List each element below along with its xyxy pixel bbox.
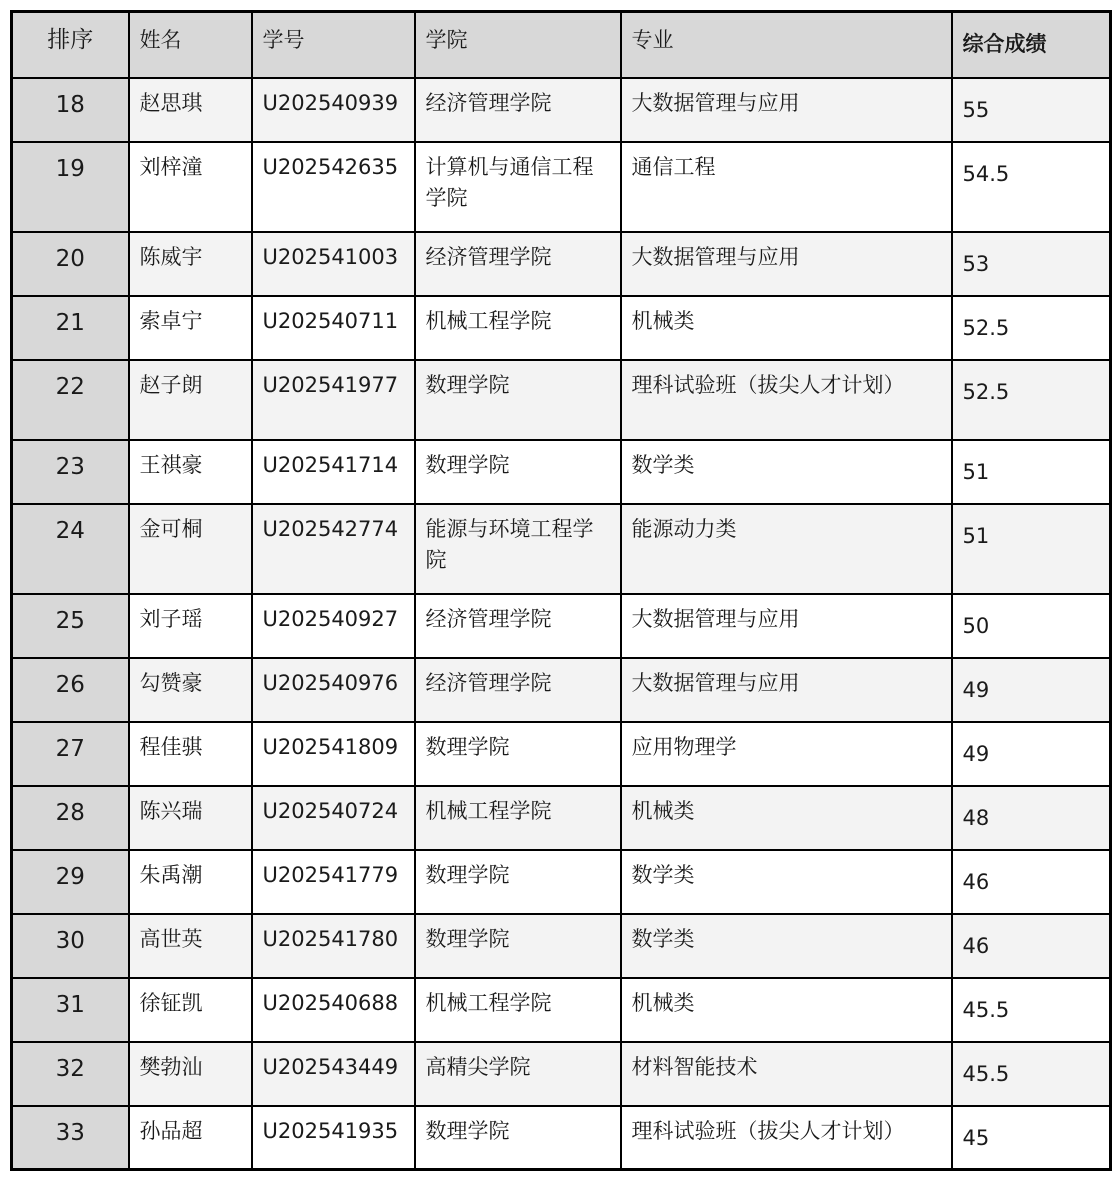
cell-college: 机械工程学院 [415,978,621,1042]
cell-name: 朱禹潮 [129,850,252,914]
cell-name: 赵思琪 [129,78,252,142]
cell-name: 徐钲凯 [129,978,252,1042]
cell-name: 勾赞豪 [129,658,252,722]
cell-rank: 30 [12,914,129,978]
cell-rank: 31 [12,978,129,1042]
cell-rank: 25 [12,594,129,658]
cell-college: 数理学院 [415,1106,621,1170]
cell-college: 经济管理学院 [415,78,621,142]
cell-rank: 19 [12,142,129,232]
cell-rank: 27 [12,722,129,786]
cell-college: 能源与环境工程学院 [415,504,621,594]
cell-major: 通信工程 [621,142,952,232]
cell-rank: 24 [12,504,129,594]
table-row [12,658,1111,722]
cell-college: 高精尖学院 [415,1042,621,1106]
cell-major: 应用物理学 [621,722,952,786]
cell-student-id: U202540939 [252,78,415,142]
cell-student-id: U202543449 [252,1042,415,1106]
cell-major: 数学类 [621,850,952,914]
header-rank: 排序 [12,12,129,78]
cell-rank: 22 [12,360,129,440]
header-college: 学院 [415,12,621,78]
table-row [12,1106,1111,1170]
table-body [12,78,1111,1170]
table-row [12,722,1111,786]
cell-rank: 23 [12,440,129,504]
cell-major: 机械类 [621,978,952,1042]
cell-major: 机械类 [621,786,952,850]
cell-rank: 20 [12,232,129,296]
cell-major: 材料智能技术 [621,1042,952,1106]
cell-name: 陈威宇 [129,232,252,296]
cell-rank: 32 [12,1042,129,1106]
table-row [12,914,1111,978]
cell-college: 数理学院 [415,440,621,504]
cell-name: 刘子瑶 [129,594,252,658]
cell-score: 46 [952,914,1111,978]
cell-student-id: U202540927 [252,594,415,658]
cell-college: 机械工程学院 [415,296,621,360]
table-header [12,12,1111,78]
header-name: 姓名 [129,12,252,78]
cell-college: 计算机与通信工程学院 [415,142,621,232]
cell-rank: 26 [12,658,129,722]
cell-major: 大数据管理与应用 [621,658,952,722]
cell-name: 樊勃汕 [129,1042,252,1106]
cell-student-id: U202541977 [252,360,415,440]
table-row [12,504,1111,594]
cell-major: 理科试验班（拔尖人才计划） [621,1106,952,1170]
cell-major: 数学类 [621,914,952,978]
cell-name: 高世英 [129,914,252,978]
cell-rank: 33 [12,1106,129,1170]
cell-major: 大数据管理与应用 [621,232,952,296]
table-row [12,232,1111,296]
header-student-id: 学号 [252,12,415,78]
cell-score: 45.5 [952,1042,1111,1106]
cell-score: 50 [952,594,1111,658]
cell-student-id: U202542774 [252,504,415,594]
ranking-sheet [10,10,1112,1171]
cell-college: 机械工程学院 [415,786,621,850]
cell-score: 51 [952,440,1111,504]
cell-student-id: U202541714 [252,440,415,504]
cell-student-id: U202540976 [252,658,415,722]
cell-score: 52.5 [952,360,1111,440]
header-row [12,12,1111,78]
cell-rank: 29 [12,850,129,914]
cell-score: 48 [952,786,1111,850]
cell-student-id: U202541780 [252,914,415,978]
cell-college: 数理学院 [415,850,621,914]
cell-college: 数理学院 [415,360,621,440]
table-row [12,850,1111,914]
cell-rank: 28 [12,786,129,850]
cell-score: 45.5 [952,978,1111,1042]
table-row [12,1042,1111,1106]
cell-student-id: U202540688 [252,978,415,1042]
cell-name: 王祺豪 [129,440,252,504]
header-major: 专业 [621,12,952,78]
cell-student-id: U202541935 [252,1106,415,1170]
table-row [12,978,1111,1042]
table-row [12,594,1111,658]
cell-name: 孙品超 [129,1106,252,1170]
cell-student-id: U202540724 [252,786,415,850]
cell-college: 数理学院 [415,722,621,786]
cell-score: 52.5 [952,296,1111,360]
cell-score: 46 [952,850,1111,914]
cell-student-id: U202541779 [252,850,415,914]
table-row [12,440,1111,504]
cell-score: 49 [952,658,1111,722]
cell-college: 数理学院 [415,914,621,978]
cell-name: 赵子朗 [129,360,252,440]
cell-major: 机械类 [621,296,952,360]
cell-student-id: U202542635 [252,142,415,232]
table-row [12,786,1111,850]
cell-rank: 18 [12,78,129,142]
cell-name: 索卓宁 [129,296,252,360]
cell-college: 经济管理学院 [415,594,621,658]
cell-college: 经济管理学院 [415,232,621,296]
cell-major: 能源动力类 [621,504,952,594]
cell-score: 54.5 [952,142,1111,232]
cell-name: 金可桐 [129,504,252,594]
cell-student-id: U202541003 [252,232,415,296]
cell-major: 大数据管理与应用 [621,78,952,142]
table-row [12,360,1111,440]
cell-name: 刘梓潼 [129,142,252,232]
cell-score: 51 [952,504,1111,594]
cell-rank: 21 [12,296,129,360]
table-row [12,296,1111,360]
header-score: 综合成绩 [952,12,1111,78]
cell-score: 53 [952,232,1111,296]
cell-name: 陈兴瑞 [129,786,252,850]
cell-major: 大数据管理与应用 [621,594,952,658]
cell-score: 45 [952,1106,1111,1170]
table-row [12,142,1111,232]
cell-major: 数学类 [621,440,952,504]
cell-major: 理科试验班（拔尖人才计划） [621,360,952,440]
cell-student-id: U202540711 [252,296,415,360]
cell-score: 49 [952,722,1111,786]
cell-name: 程佳骐 [129,722,252,786]
table-row [12,78,1111,142]
cell-student-id: U202541809 [252,722,415,786]
ranking-table [10,10,1112,1171]
cell-score: 55 [952,78,1111,142]
cell-college: 经济管理学院 [415,658,621,722]
